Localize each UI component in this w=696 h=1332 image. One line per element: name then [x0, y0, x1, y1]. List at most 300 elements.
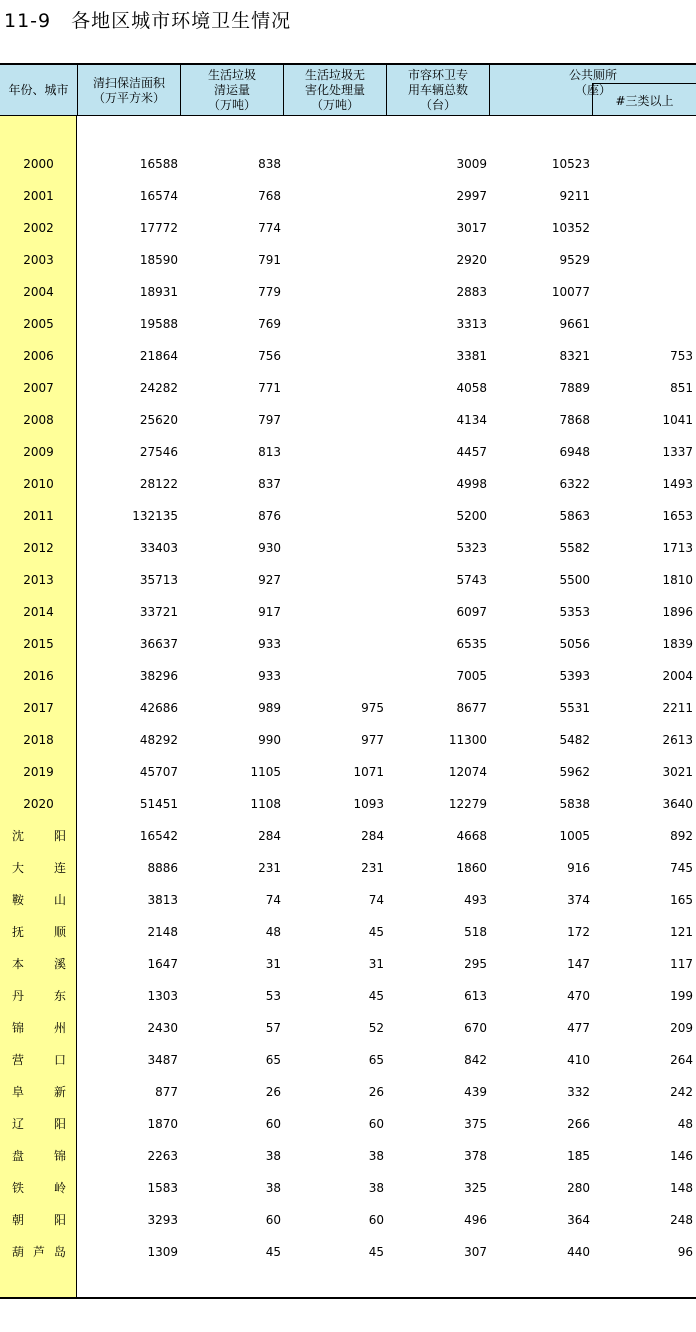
table-cell: 280: [567, 1181, 590, 1195]
table-cell: 4998: [456, 477, 487, 491]
table-row: [0, 660, 696, 692]
table-row: [0, 1044, 696, 1076]
row-label: 2012: [23, 541, 54, 555]
table-cell: 7005: [456, 669, 487, 683]
header-line: 害化处理量: [304, 83, 365, 97]
table-cell: 3017: [456, 221, 487, 235]
table-cell: 1839: [662, 637, 693, 651]
table-cell: 18590: [139, 253, 178, 267]
table-cell: 670: [464, 1021, 487, 1035]
table-cell: 27546: [139, 445, 178, 459]
table-cell: 3640: [662, 797, 693, 811]
table-row: [0, 244, 696, 276]
table-header: [0, 63, 696, 116]
header-line: （万吨）: [310, 98, 359, 112]
table-row: [0, 1108, 696, 1140]
header-line: 生活垃圾无: [304, 68, 365, 82]
table-cell: 2883: [456, 285, 487, 299]
table-cell: 5393: [559, 669, 590, 683]
table-cell: 65: [265, 1053, 281, 1067]
table-cell: 440: [567, 1245, 590, 1259]
table-cell: 147: [567, 957, 590, 971]
table-cell: 172: [567, 925, 590, 939]
table-cell: 774: [258, 221, 281, 235]
table-cell: 756: [258, 349, 281, 363]
header-line: 用车辆总数: [407, 83, 468, 97]
table-row: [0, 276, 696, 308]
row-label-char: 溪: [53, 957, 66, 971]
table-cell: 977: [361, 733, 384, 747]
table-cell: 769: [258, 317, 281, 331]
table-cell: 18931: [139, 285, 178, 299]
table-row: [0, 404, 696, 436]
table-row: [0, 468, 696, 500]
table-cell: 4058: [456, 381, 487, 395]
table-row: [0, 1012, 696, 1044]
table-cell: 930: [258, 541, 281, 555]
table-cell: 990: [258, 733, 281, 747]
table-cell: 48: [677, 1117, 693, 1131]
table-cell: 3293: [147, 1213, 178, 1227]
row-label-char: 锦: [12, 1021, 25, 1035]
row-label: 2002: [23, 221, 54, 235]
table-cell: 933: [258, 637, 281, 651]
table-cell: 791: [258, 253, 281, 267]
row-label: [12, 828, 66, 844]
table-cell: 9661: [559, 317, 590, 331]
table-cell: 1108: [250, 797, 281, 811]
table-cell: 364: [567, 1213, 590, 1227]
row-label-char: 抚: [12, 925, 25, 939]
table-cell: 876: [258, 509, 281, 523]
table-cell: 16588: [139, 157, 178, 171]
table-cell: 332: [567, 1085, 590, 1099]
table-cell: 916: [567, 861, 590, 875]
row-label: [12, 892, 66, 908]
table-cell: 33721: [139, 605, 178, 619]
table-cell: 493: [464, 893, 487, 907]
table-cell: 1647: [147, 957, 178, 971]
table-cell: 209: [670, 1021, 693, 1035]
table-cell: 1810: [662, 573, 693, 587]
table-cell: 8886: [147, 861, 178, 875]
table-title: 11-9 各地区城市环境卫生情况: [4, 10, 292, 32]
table-row: [0, 148, 696, 180]
table-cell: 1870: [147, 1117, 178, 1131]
row-label: [12, 988, 66, 1004]
table-cell: 3813: [147, 893, 178, 907]
table-cell: 1005: [559, 829, 590, 843]
table-cell: 53: [265, 989, 281, 1003]
table-row: [0, 564, 696, 596]
table-cell: 52: [368, 1021, 384, 1035]
table-row: [0, 884, 696, 916]
table-row: [0, 212, 696, 244]
table-cell: 797: [258, 413, 281, 427]
table-cell: 132135: [132, 509, 178, 523]
table-cell: 10352: [551, 221, 590, 235]
table-cell: 19588: [139, 317, 178, 331]
row-label-char: 顺: [53, 925, 66, 939]
table-cell: 60: [368, 1117, 384, 1131]
table-cell: 45: [368, 925, 384, 939]
row-label-char: 阳: [53, 1213, 66, 1227]
table-cell: 1493: [662, 477, 693, 491]
table-cell: 2430: [147, 1021, 178, 1035]
row-label: [12, 1116, 66, 1132]
table-cell: 2613: [662, 733, 693, 747]
row-label: 2016: [23, 669, 54, 683]
row-label: [12, 956, 66, 972]
table-cell: 5500: [559, 573, 590, 587]
table-cell: 24282: [139, 381, 178, 395]
table-cell: 7868: [559, 413, 590, 427]
table-bottom-rule: [0, 1297, 696, 1299]
table-cell: 148: [670, 1181, 693, 1195]
row-label-char: 芦: [32, 1245, 45, 1259]
table-cell: 2997: [456, 189, 487, 203]
table-cell: 892: [670, 829, 693, 843]
row-label-char: 阳: [53, 1117, 66, 1131]
table-cell: 842: [464, 1053, 487, 1067]
table-row: [0, 724, 696, 756]
header-cleaning-area: [78, 65, 181, 116]
table-row: [0, 1172, 696, 1204]
row-label: 2008: [23, 413, 54, 427]
table-cell: 9529: [559, 253, 590, 267]
table-cell: 146: [670, 1149, 693, 1163]
table-cell: 38: [368, 1149, 384, 1163]
table-cell: 5323: [456, 541, 487, 555]
table-cell: 199: [670, 989, 693, 1003]
table-cell: 231: [361, 861, 384, 875]
row-label: [12, 1020, 66, 1036]
row-label-char: 锦: [53, 1149, 66, 1163]
table-row: [0, 436, 696, 468]
table-cell: 5743: [456, 573, 487, 587]
table-cell: 496: [464, 1213, 487, 1227]
table-cell: 242: [670, 1085, 693, 1099]
table-cell: 16542: [139, 829, 178, 843]
table-cell: 9211: [559, 189, 590, 203]
table-cell: 60: [265, 1213, 281, 1227]
row-label-char: 丹: [12, 989, 25, 1003]
row-label: 2011: [23, 509, 54, 523]
row-label: [12, 1244, 66, 1260]
table-row: [0, 788, 696, 820]
table-row: [0, 1236, 696, 1268]
table-cell: 768: [258, 189, 281, 203]
table-cell: 185: [567, 1149, 590, 1163]
row-label: [12, 1148, 66, 1164]
row-label: [12, 860, 66, 876]
header-cell-lines: [93, 76, 165, 106]
table-cell: 2920: [456, 253, 487, 267]
table-cell: 7889: [559, 381, 590, 395]
table-cell: 4668: [456, 829, 487, 843]
table-cell: 3381: [456, 349, 487, 363]
row-label-char: 口: [53, 1053, 66, 1067]
row-label-char: 东: [53, 989, 66, 1003]
table-cell: 74: [265, 893, 281, 907]
row-label-char: 新: [53, 1085, 66, 1099]
table-cell: 1896: [662, 605, 693, 619]
table-row: [0, 500, 696, 532]
header-line: （台）: [419, 98, 456, 112]
table-cell: 33403: [139, 541, 178, 555]
table-cell: 45: [368, 989, 384, 1003]
row-label-char: 沈: [12, 829, 25, 843]
table-cell: 470: [567, 989, 590, 1003]
row-label: [12, 1212, 66, 1228]
table-cell: 10077: [551, 285, 590, 299]
table-cell: 295: [464, 957, 487, 971]
table-cell: 5353: [559, 605, 590, 619]
row-label: [12, 1180, 66, 1196]
header-line: 公共厕所: [568, 68, 617, 82]
header-line: （万平方米）: [92, 90, 165, 105]
table-row: [0, 852, 696, 884]
row-label: 2001: [23, 189, 54, 203]
table-row: [0, 948, 696, 980]
table-cell: 10523: [551, 157, 590, 171]
table-row: [0, 340, 696, 372]
row-label-char: 朝: [12, 1213, 25, 1227]
table-cell: 96: [677, 1245, 693, 1259]
table-cell: 51451: [139, 797, 178, 811]
row-label-char: 州: [53, 1021, 66, 1035]
table-cell: 989: [258, 701, 281, 715]
table-cell: 374: [567, 893, 590, 907]
table-cell: 838: [258, 157, 281, 171]
row-label-char: 营: [12, 1053, 25, 1067]
header-cell-lines: [8, 83, 68, 98]
header-class3-above: #三类以上: [592, 83, 696, 116]
table-cell: 3021: [662, 765, 693, 779]
table-cell: 45: [368, 1245, 384, 1259]
row-label-char: 鞍: [12, 893, 25, 907]
table-cell: 6097: [456, 605, 487, 619]
table-cell: 26: [265, 1085, 281, 1099]
row-label: 2013: [23, 573, 54, 587]
row-label: [12, 924, 66, 940]
table-cell: 813: [258, 445, 281, 459]
table-cell: 1713: [662, 541, 693, 555]
table-cell: 518: [464, 925, 487, 939]
header-garbage-treated: [284, 65, 387, 116]
table-cell: 1071: [353, 765, 384, 779]
header-line: 市容环卫专: [407, 68, 468, 82]
table-cell: 21864: [139, 349, 178, 363]
table-cell: 12074: [448, 765, 487, 779]
table-cell: 35713: [139, 573, 178, 587]
row-label: 2006: [23, 349, 54, 363]
table-cell: 8677: [456, 701, 487, 715]
table-row: [0, 596, 696, 628]
table-cell: 3313: [456, 317, 487, 331]
table-cell: 2211: [662, 701, 693, 715]
table-cell: 28122: [139, 477, 178, 491]
table-cell: 26: [368, 1085, 384, 1099]
table-cell: 16574: [139, 189, 178, 203]
row-label-char: 本: [12, 957, 25, 971]
table-cell: 65: [368, 1053, 384, 1067]
row-label: 2009: [23, 445, 54, 459]
row-label: 2019: [23, 765, 54, 779]
table-cell: 5482: [559, 733, 590, 747]
header-line: 清运量: [213, 83, 250, 97]
table-cell: 410: [567, 1053, 590, 1067]
row-label-char: 阳: [53, 829, 66, 843]
table-row: [0, 308, 696, 340]
table-cell: 266: [567, 1117, 590, 1131]
table-cell: 31: [368, 957, 384, 971]
table-cell: 378: [464, 1149, 487, 1163]
row-label: 2020: [23, 797, 54, 811]
table-cell: 2263: [147, 1149, 178, 1163]
header-line: （座）: [574, 83, 611, 97]
table-cell: 917: [258, 605, 281, 619]
row-label: 2010: [23, 477, 54, 491]
table-cell: 3487: [147, 1053, 178, 1067]
table-cell: 1309: [147, 1245, 178, 1259]
table-cell: 5863: [559, 509, 590, 523]
row-label: 2014: [23, 605, 54, 619]
table-cell: 8321: [559, 349, 590, 363]
table-cell: 4457: [456, 445, 487, 459]
row-label: 2007: [23, 381, 54, 395]
table-cell: 1860: [456, 861, 487, 875]
table-body: [0, 148, 696, 1268]
table-cell: 3009: [456, 157, 487, 171]
table-row: [0, 692, 696, 724]
table-cell: 60: [265, 1117, 281, 1131]
row-label-char: 阜: [12, 1085, 25, 1099]
table-cell: 851: [670, 381, 693, 395]
table-cell: 17772: [139, 221, 178, 235]
table-cell: 284: [361, 829, 384, 843]
table-cell: 42686: [139, 701, 178, 715]
table-cell: 779: [258, 285, 281, 299]
table-cell: 877: [155, 1085, 178, 1099]
row-label-char: 盘: [12, 1149, 25, 1163]
table-cell: 1303: [147, 989, 178, 1003]
row-label-char: 山: [53, 893, 66, 907]
table-cell: 45: [265, 1245, 281, 1259]
table-cell: 57: [265, 1021, 281, 1035]
row-label-char: 铁: [12, 1181, 25, 1195]
table-row: [0, 180, 696, 212]
table-cell: 771: [258, 381, 281, 395]
row-label: [12, 1084, 66, 1100]
table-cell: 375: [464, 1117, 487, 1131]
table-cell: 48292: [139, 733, 178, 747]
table-cell: 248: [670, 1213, 693, 1227]
table-cell: 38: [265, 1181, 281, 1195]
table-row: [0, 1204, 696, 1236]
table-cell: 48: [265, 925, 281, 939]
table-row: [0, 820, 696, 852]
table-cell: 264: [670, 1053, 693, 1067]
table-row: [0, 1076, 696, 1108]
table-row: [0, 916, 696, 948]
header-cell-lines: [305, 68, 365, 113]
table-cell: 5962: [559, 765, 590, 779]
table-cell: 477: [567, 1021, 590, 1035]
header-line: 清扫保洁面积: [92, 75, 165, 90]
table-cell: 1105: [250, 765, 281, 779]
row-label: 2004: [23, 285, 54, 299]
table-cell: 753: [670, 349, 693, 363]
row-label: 2015: [23, 637, 54, 651]
row-label: 2005: [23, 317, 54, 331]
table-cell: 38296: [139, 669, 178, 683]
table-cell: 284: [258, 829, 281, 843]
table-cell: 5200: [456, 509, 487, 523]
table-cell: 60: [368, 1213, 384, 1227]
table-row: [0, 372, 696, 404]
table-row: [0, 756, 696, 788]
table-cell: 45707: [139, 765, 178, 779]
row-label: 2000: [23, 157, 54, 171]
table-cell: 1093: [353, 797, 384, 811]
table-cell: 5056: [559, 637, 590, 651]
table-cell: 1653: [662, 509, 693, 523]
row-label-char: 辽: [12, 1117, 25, 1131]
row-label-char: 大: [12, 861, 25, 875]
table-cell: 6535: [456, 637, 487, 651]
table-cell: 6322: [559, 477, 590, 491]
header-sanitation-vehicles: [387, 65, 490, 116]
row-label-char: 连: [53, 861, 66, 875]
table-cell: 1337: [662, 445, 693, 459]
table-row: [0, 1140, 696, 1172]
table-cell: 2004: [662, 669, 693, 683]
table-row: [0, 628, 696, 660]
table-cell: 231: [258, 861, 281, 875]
table-cell: 11300: [448, 733, 487, 747]
table-cell: 38: [265, 1149, 281, 1163]
row-label: [12, 1052, 66, 1068]
header-line: 年份、城市: [8, 83, 69, 97]
row-label-char: 岭: [53, 1181, 66, 1195]
row-label: 2003: [23, 253, 54, 267]
row-label-char: 葫: [12, 1245, 25, 1259]
table-cell: 1583: [147, 1181, 178, 1195]
table-cell: 6948: [559, 445, 590, 459]
table-cell: 2148: [147, 925, 178, 939]
header-cell-lines: [408, 68, 468, 113]
table-cell: 4134: [456, 413, 487, 427]
header-year-city: [0, 65, 78, 116]
row-label: 2017: [23, 701, 54, 715]
row-label: 2018: [23, 733, 54, 747]
table-cell: 121: [670, 925, 693, 939]
table-cell: 5838: [559, 797, 590, 811]
table-cell: 5582: [559, 541, 590, 555]
table-cell: 1041: [662, 413, 693, 427]
table-cell: 165: [670, 893, 693, 907]
table-cell: 5531: [559, 701, 590, 715]
table-cell: 745: [670, 861, 693, 875]
table-row: [0, 532, 696, 564]
table-cell: 613: [464, 989, 487, 1003]
table-cell: 38: [368, 1181, 384, 1195]
header-line: （万吨）: [207, 98, 256, 112]
table-cell: 439: [464, 1085, 487, 1099]
header-line: 生活垃圾: [207, 68, 256, 82]
row-label-char: 岛: [53, 1245, 66, 1259]
